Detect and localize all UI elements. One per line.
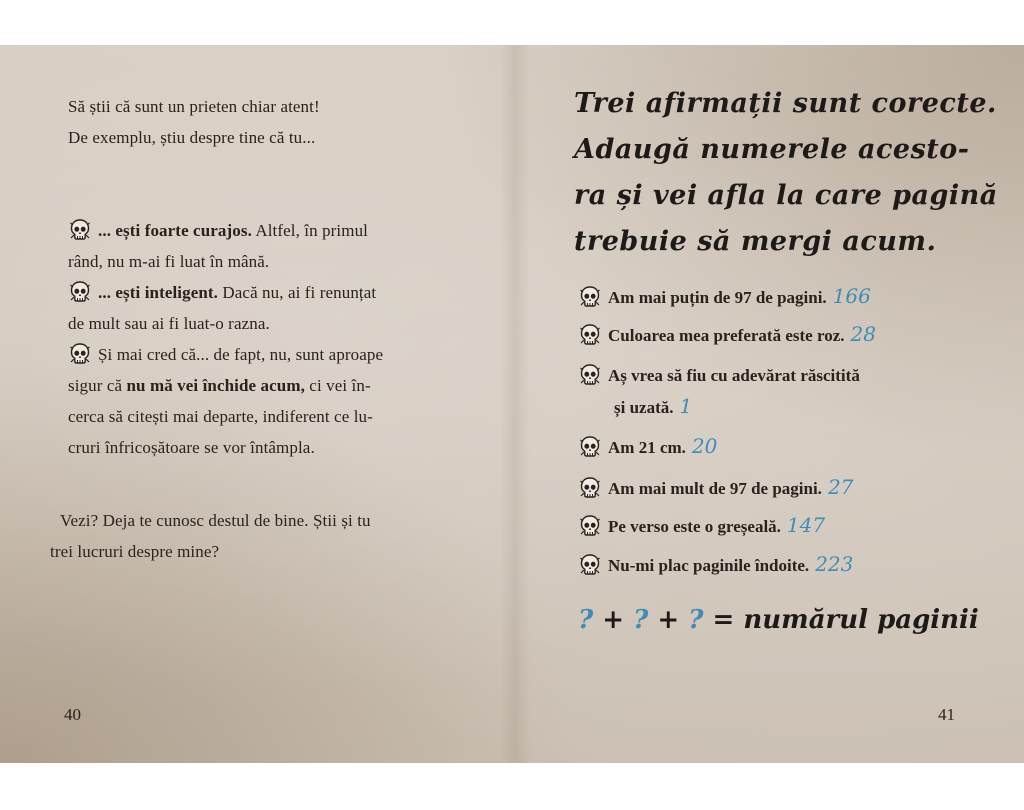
statement-text: Nu-mi plac paginile îndoite. xyxy=(608,556,810,575)
heading-line: Trei afirmații sunt corecte. xyxy=(574,88,997,119)
skull-icon xyxy=(68,218,92,242)
statement-item xyxy=(578,361,860,391)
statement-text: Aș vrea să fiu cu adevărat răscitită xyxy=(608,366,860,385)
heading-line: ra și vei afla la care pagină xyxy=(574,180,998,211)
skull-icon xyxy=(578,514,602,538)
statement-text: Am mai mult de 97 de pagini. xyxy=(608,479,822,498)
statement-number: 223 xyxy=(815,552,854,576)
statement-item xyxy=(578,510,825,542)
statement-number: 147 xyxy=(786,513,826,537)
formula-unknown: ? xyxy=(688,605,704,635)
smart-statement: ... ești inteligent. xyxy=(98,283,219,302)
puzzle-heading xyxy=(574,81,998,265)
outro-paragraph xyxy=(50,505,371,567)
book-spread xyxy=(0,45,1024,763)
intro-line: De exemplu, știu despre tine că tu... xyxy=(68,128,316,147)
belief-line2a: sigur că xyxy=(68,376,127,395)
statement-text: Pe verso este o greșeală. xyxy=(608,517,781,536)
statement-item xyxy=(578,472,853,504)
page-number-left: 40 xyxy=(64,705,81,724)
statement-item xyxy=(578,549,853,581)
statement-item xyxy=(578,281,871,313)
skull-icon xyxy=(578,363,602,387)
skull-icon xyxy=(68,280,92,304)
page-number-right: 41 xyxy=(938,705,955,724)
outro-line: Vezi? Deja te cunosc destul de bine. Știi și tu xyxy=(60,511,371,530)
brave-statement: ... ești foarte curajos. xyxy=(98,221,252,240)
belief-line4: cruri înfricoșătoare se vor întâmpla. xyxy=(68,438,315,457)
brave-rest: Altfel, în primul xyxy=(251,221,369,240)
left-page xyxy=(0,45,512,763)
belief-bold: nu mă vei închide acum, xyxy=(126,376,305,395)
formula-plus: + xyxy=(648,605,689,635)
statement-text: și uzată. xyxy=(614,398,674,417)
statement-number: 27 xyxy=(827,475,854,499)
statement-number: 28 xyxy=(850,322,876,346)
statement-number: 1 xyxy=(679,394,693,418)
skull-icon xyxy=(578,553,602,577)
brave-paragraph xyxy=(68,215,383,463)
statement-number: 166 xyxy=(832,284,871,308)
statement-number: 20 xyxy=(691,434,718,458)
skull-icon xyxy=(578,476,602,500)
statement-continuation xyxy=(614,391,692,423)
statement-item xyxy=(578,319,876,351)
formula-unknown: ? xyxy=(633,605,649,635)
outro-line: trei lucruri despre mine? xyxy=(50,542,220,561)
skull-icon xyxy=(578,285,602,309)
intro-line: Să știi că sunt un prieten chiar atent! xyxy=(68,97,320,116)
belief-line2b: ci vei în- xyxy=(304,376,371,395)
right-page xyxy=(512,45,1024,763)
heading-line: Adaugă numerele acesto- xyxy=(574,134,970,165)
skull-icon xyxy=(578,435,602,459)
brave-line2: rând, nu m-ai fi luat în mână. xyxy=(68,252,270,271)
belief-line3: cerca să citești mai departe, indiferent ce lu- xyxy=(68,407,373,426)
skull-icon xyxy=(578,323,602,347)
statement-text: Culoarea mea preferată este roz. xyxy=(608,326,845,345)
intro-paragraph xyxy=(68,91,320,153)
smart-rest: Dacă nu, ai fi renunțat xyxy=(218,283,377,302)
smart-line2: de mult sau ai fi luat-o razna. xyxy=(68,314,270,333)
belief-line1: Și mai cred că... de fapt, nu, sunt aproape xyxy=(98,345,384,364)
statement-text: Am mai puțin de 97 de pagini. xyxy=(608,288,827,307)
formula-unknown: ? xyxy=(578,605,594,635)
statement-text: Am 21 cm. xyxy=(608,438,686,457)
formula-plus: + xyxy=(593,605,634,635)
skull-icon xyxy=(68,342,92,366)
heading-line: trebuie să mergi acum. xyxy=(574,226,937,257)
formula-result-label: = numărul paginii xyxy=(703,605,979,635)
statement-item xyxy=(578,431,717,463)
page-formula xyxy=(578,605,979,635)
